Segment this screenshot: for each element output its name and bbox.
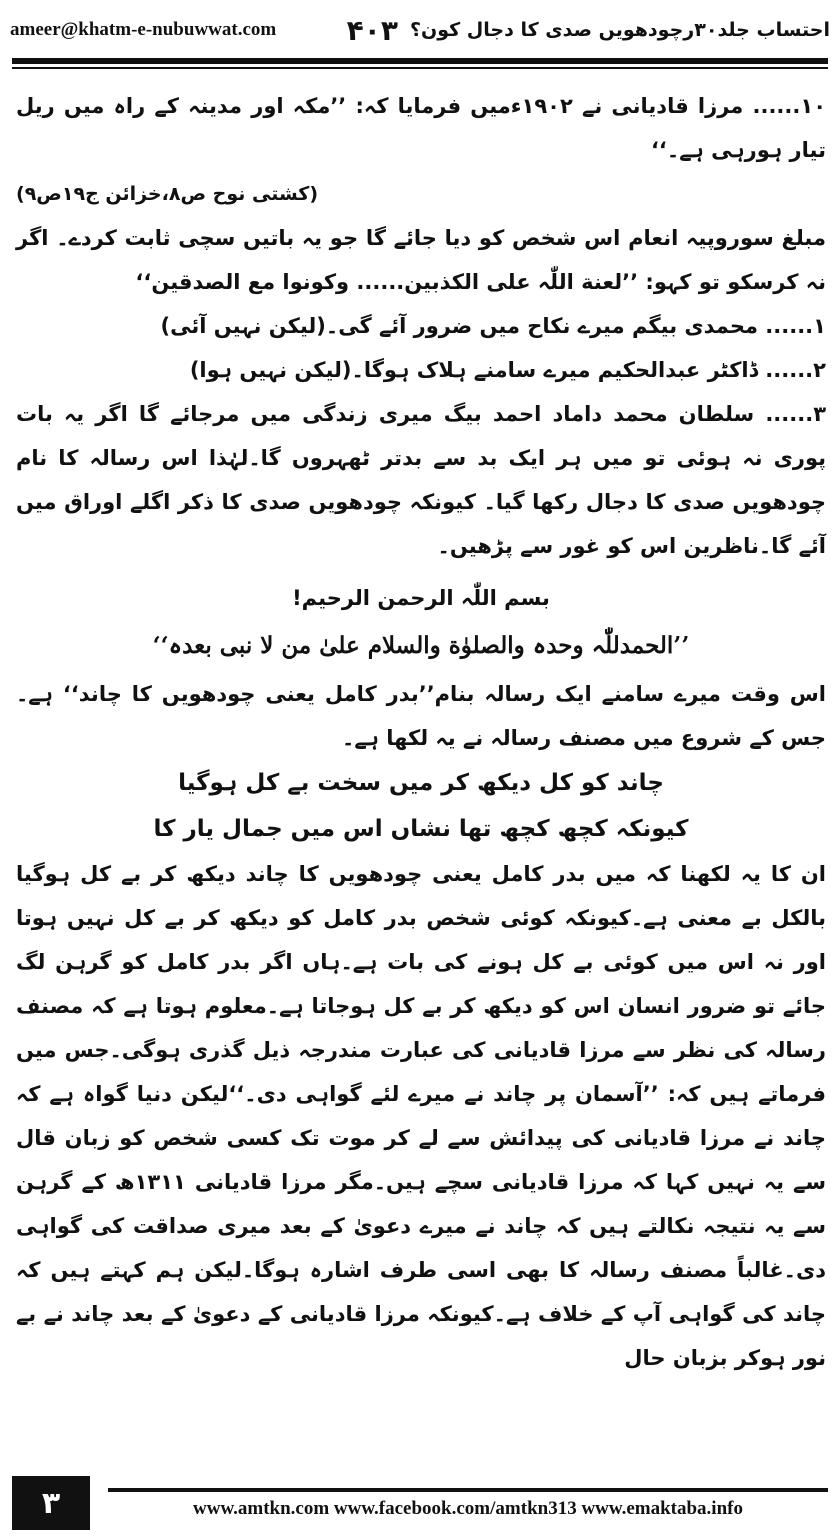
paragraph-2: مبلغ سوروپیہ انعام اس شخص کو دیا جائے گا جو یہ باتیں سچی ثابت کردے۔ اگر نہ کرسکو تو کہو: ’’لعنة اللّٰہ علی الکذبین...... وکونوا مع الصدقین‘‘ bbox=[16, 226, 826, 294]
verse-line-1: چاند کو کل دیکھ کر میں سخت بے کل ہوگیا bbox=[178, 770, 664, 796]
header-rule-thick bbox=[12, 58, 828, 64]
page-body bbox=[16, 84, 826, 1380]
spacer bbox=[16, 568, 826, 576]
footer-links[interactable]: www.amtkn.com www.facebook.com/amtkn313 www.emaktaba.info bbox=[193, 1498, 743, 1519]
list-text-3: سلطان محمد داماد احمد بیگ میری زندگی میں مرجائے گا اگر یہ بات پوری نہ ہوئی تو میں ہر ایک بد سے بدتر ٹھہروں گا۔لہٰذا اس رسالہ کا نام چودھویں صدی کا دجال رکھا گیا۔ کیونکہ چودھویں صدی کا ذکر اگلے اوراق میں آئے گا۔ناظرین اس کو غور سے پڑھیں۔ bbox=[16, 402, 826, 558]
page-footer bbox=[12, 1476, 828, 1530]
page-header bbox=[10, 8, 830, 52]
paragraph-1: ۱۰...... مرزا قادیانی نے ۱۹۰۲ءمیں فرمایا کہ: ’’مکہ اور مدینہ کے راہ میں ریل تیار ہورہی ہے۔‘‘ bbox=[16, 94, 827, 162]
list-item-2 bbox=[16, 348, 826, 392]
header-email[interactable]: ameer@khatm-e-nubuwwat.com bbox=[10, 19, 277, 40]
list-item-1 bbox=[16, 304, 826, 348]
hamd-line: ’’الحمدللّٰہ وحدہ والصلوٰة والسلام علیٰ من لا نبی بعدہ‘‘ bbox=[152, 632, 690, 659]
footer-rule bbox=[108, 1488, 828, 1492]
list-text-1: محمدی بیگم میرے نکاح میں ضرور آئے گی۔(لیکن نہیں آئی) bbox=[160, 314, 758, 338]
list-number-1: ۱...... bbox=[765, 314, 826, 338]
header-right bbox=[347, 14, 830, 47]
list-text-2: ڈاکٹر عبدالحکیم میرے سامنے ہلاک ہوگا۔(لیکن نہیں ہوا) bbox=[189, 358, 758, 382]
header-rule-thin bbox=[12, 67, 828, 69]
verse-line-2: کیونکہ کچھ کچھ تھا نشاں اس میں جمال یار کا bbox=[153, 816, 689, 842]
bismillah: بسم اللّٰہ الرحمن الرحیم! bbox=[292, 586, 550, 610]
reference-1: (کشتی نوح ص۸،خزائن ج۱۹ص۹) bbox=[16, 183, 319, 205]
footer-page-box: ۳ bbox=[12, 1476, 90, 1530]
paragraph-4: اس وقت میرے سامنے ایک رسالہ بنام’’بدر کامل یعنی چودھویں کا چاند‘‘ ہے۔جس کے شروع میں مصنف رسالہ نے یہ لکھا ہے۔ bbox=[16, 682, 826, 750]
list-item-3 bbox=[16, 392, 826, 568]
header-title: احتساب جلد۳۰رچودھویں صدی کا دجال کون؟ bbox=[409, 19, 830, 41]
paragraph-5: ان کا یہ لکھنا کہ میں بدر کامل یعنی چودھویں کا چاند دیکھ کر بے کل ہوگیا بالکل بے معنی ہے۔کیونکہ کوئی شخص بدر کامل کو دیکھ کر بے کل نہیں ہوتا اور نہ اس میں کوئی بے کل ہونے کی بات ہے۔ہاں اگر بدر کامل کو گرہن لگ جائے تو ضرور انسان اس کو دیکھ کر بے کل ہوجاتا ہے۔معلوم ہوتا ہے کہ مصنف رسالہ کی نظر سے مرزا قادیانی کی عبارت مندرجہ ذیل گذری ہوگی۔جس میں فرماتے ہیں کہ: ’’آسمان پر چاند نے میرے لئے گواہی دی۔‘‘لیکن دنیا گواہ ہے کہ چاند نے مرزا قادیانی کی پیدائش سے لے کر موت تک کسی شخص کو زبان قال سے یہ نہیں کہا کہ مرزا قادیانی سچے ہیں۔مگر مرزا قادیانی ۱۳۱۱ھ کے گرہن سے یہ نتیجہ نکالتے ہیں کہ چاند نے میرے دعویٰ کے بعد میری صداقت کی گواہی دی۔غالباً مصنف رسالہ کا بھی اسی طرف اشارہ ہوگا۔لیکن ہم کہتے ہیں کہ چاند کی گواہی آپ کے خلاف ہے۔کیونکہ مرزا قادیانی کے دعویٰ کے بعد چاند نے بے نور ہوکر بزبان حال bbox=[16, 862, 826, 1370]
page-number: ۴۰۳ bbox=[346, 13, 398, 47]
list-number-3: ۳...... bbox=[765, 402, 827, 426]
list-number-2: ۲...... bbox=[765, 358, 826, 382]
